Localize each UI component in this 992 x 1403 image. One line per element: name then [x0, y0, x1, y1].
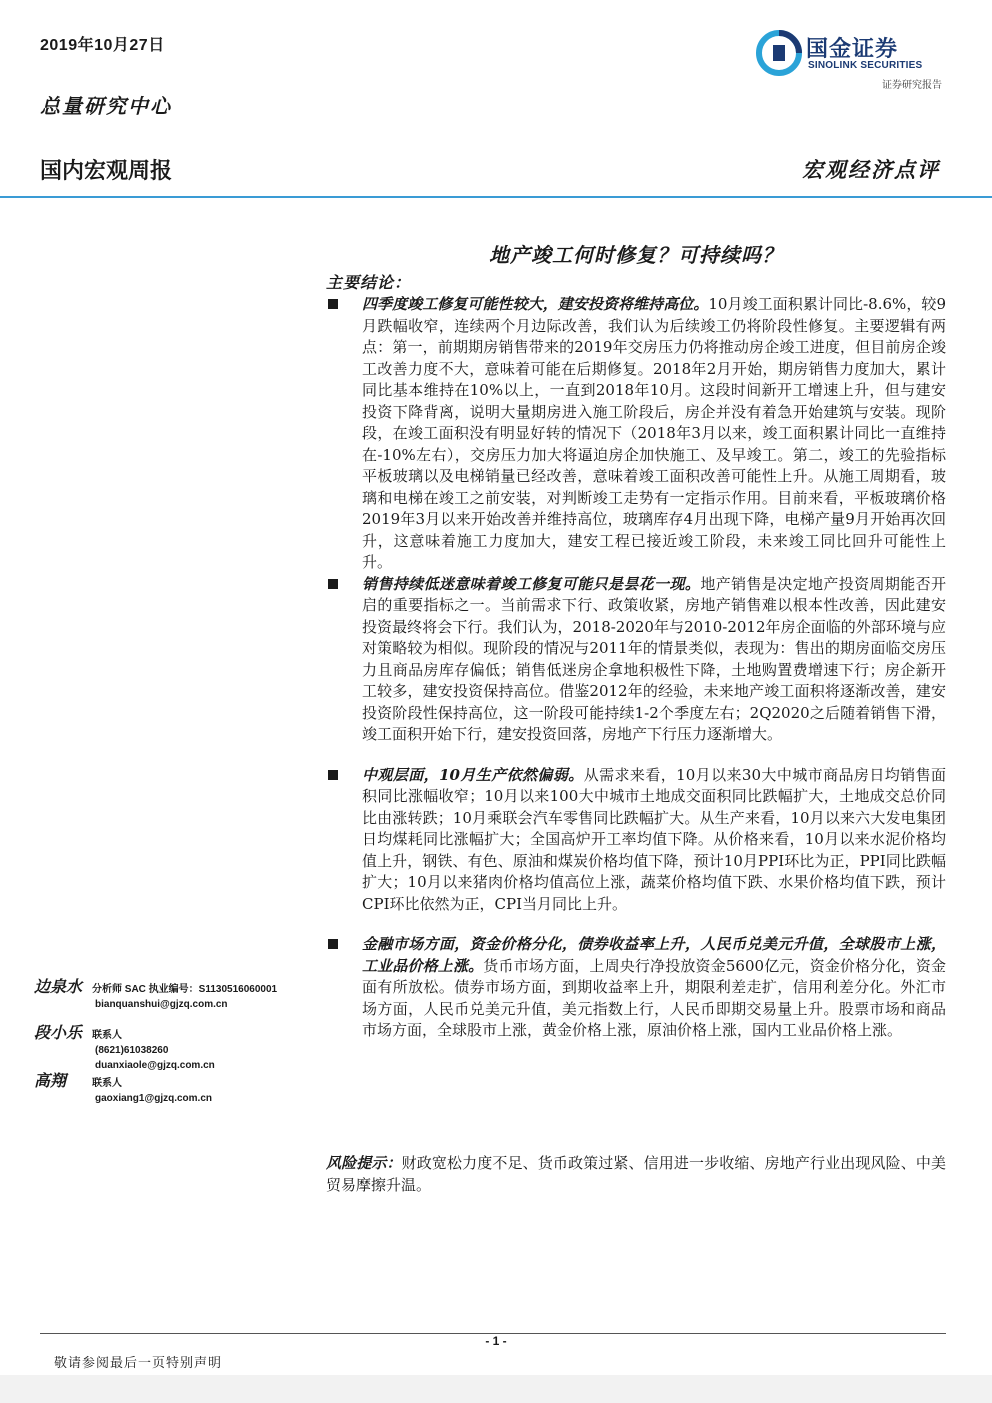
conclusions-list	[326, 294, 946, 1042]
bottom-band	[0, 1375, 992, 1403]
author-name: 高翔	[34, 1071, 67, 1090]
conclusion-body: 从需求来看，10月以来30大中城市商品房日均销售面积同比涨幅收窄；10月以来100大中城市土地成交面积同比跌幅扩大，土地成交总价同比由涨转跌；10月乘联会汽车零售同比跌幅扩大。从生产来看，10月以来六大发电集团日均煤耗同比涨幅扩大；全国高炉开工率均值下降。从价格来看，10月以来水泥价格均值上升，钢铁、有色、原油和煤炭价格均值下降，预计10月PPI环比为正，PPI同比跌幅扩大；10月以来猪肉价格均值高位上涨，蔬菜价格均值下跌、水果价格均值下跌，预计CPI环比依然为正，CPI当月同比上升。	[362, 765, 946, 913]
author-card	[34, 1068, 212, 1106]
logo-name-en: SINOLINK SECURITIES	[808, 60, 923, 71]
conclusion-item	[326, 574, 946, 746]
author-role: 分析师 SAC 执业编号：S1130516060001	[92, 984, 278, 995]
author-role: 联系人	[92, 1078, 122, 1089]
conclusion-item	[326, 765, 946, 916]
author-email[interactable]: bianquanshui@gjzq.com.cn	[95, 999, 228, 1010]
conclusion-item	[326, 934, 946, 1042]
page-number: - 1 -	[485, 1334, 507, 1348]
logo-subtitle: 证券研究报告	[882, 80, 942, 91]
research-center: 总量研究中心	[40, 94, 172, 118]
square-bullet-icon	[328, 299, 338, 309]
conclusion-headline: 销售持续低迷意味着竣工修复可能只是昙花一现。	[362, 574, 701, 593]
disclaimer-note: 敬请参阅最后一页特别声明	[54, 1356, 223, 1371]
conclusion-headline: 金融市场方面，资金价格分化，债券收益率上升，人民币兑美元升值，全球股市上涨，工业品价格上涨。	[362, 935, 946, 975]
author-card	[34, 1020, 215, 1073]
author-email[interactable]: gaoxiang1@gjzq.com.cn	[95, 1093, 212, 1104]
author-email[interactable]: duanxiaole@gjzq.com.cn	[95, 1060, 215, 1071]
conclusion-body: 10月竣工面积累计同比-8.6%，较9月跌幅收窄，连续两个月边际改善，我们认为后续竣工仍将阶段性修复。主要逻辑有两点：第一，前期期房销售带来的2019年交房压力仍将推动房企竣工进度，但目前房企竣工改善力度不大，意味着可能在后期修复。2018年2月开始，期房销售力度加大，累计同比基本维持在10%以上，一直到2018年10月。这段时间新开工增速上升，但与建安投资下降背离，说明大量期房进入施工阶段后，房企并没有着急开始建筑与安装。现阶段，在竣工面积没有明显好转的情况下（2018年3月以来，竣工面积累计同比一直维持在-10%左右），交房压力加大将逼迫房企加快施工、及早竣工。第二，竣工的先验指标平板玻璃以及电梯销量已经改善，意味着竣工面积改善可能性上升。从施工周期看，玻璃和电梯在竣工之前安装，对判断竣工走势有一定指示作用。目前来看，平板玻璃价格2019年3月以来开始改善并维持高位，玻璃库存4月出现下降，电梯产量9月开始再次回升，这意味着施工力度加大，建安工程已接近竣工阶段，未来竣工同比回升可能性上升。	[362, 295, 946, 571]
square-bullet-icon	[328, 939, 338, 949]
risk-label: 风险提示：	[326, 1154, 402, 1172]
report-type: 国内宏观周报	[40, 159, 173, 184]
conclusions-label: 主要结论：	[326, 273, 412, 292]
header-divider	[0, 196, 992, 198]
report-date: 2019年10月27日	[40, 37, 165, 54]
report-category: 宏观经济点评	[802, 157, 940, 182]
article-title: 地产竣工何时修复？可持续吗？	[489, 243, 783, 267]
conclusion-item	[326, 294, 946, 574]
conclusion-headline: 中观层面，10月生产依然偏弱。	[362, 765, 584, 784]
author-name: 边泉水	[34, 977, 83, 996]
conclusion-headline: 四季度竣工修复可能性较大，建安投资将维持高位。	[362, 295, 709, 313]
author-role: 联系人	[92, 1030, 122, 1041]
logo-name-cn: 国金证券	[806, 37, 899, 62]
author-card	[34, 974, 277, 1012]
author-phone: (8621)61038260	[95, 1045, 169, 1056]
sinolink-logo-icon	[756, 30, 802, 76]
risk-warning	[326, 1152, 946, 1196]
square-bullet-icon	[328, 579, 338, 589]
company-logo	[756, 30, 946, 92]
risk-text: 财政宽松力度不足、货币政策过紧、信用进一步收缩、房地产行业出现风险、中美贸易摩擦升温。	[326, 1154, 946, 1194]
author-name: 段小乐	[34, 1023, 83, 1042]
square-bullet-icon	[328, 770, 338, 780]
conclusion-body: 地产销售是决定地产投资周期能否开启的重要指标之一。当前需求下行、政策收紧，房地产销售难以根本性改善，因此建安投资最终将会下行。我们认为，2018-2020年与2010-2012年房企面临的外部环境与应对策略较为相似。现阶段的情况与2011年的情景类似，表现为：售出的期房面临交房压力且商品房库存偏低；销售低迷房企拿地积极性下降，土地购置费增速下行；房企新开工较多，建安投资保持高位。借鉴2012年的经验，未来地产竣工面积将逐渐改善，建安投资阶段性保持高位，这一阶段可能持续1-2个季度左右；2Q2020之后随着销售下滑，竣工面积开始下行，建安投资回落，房地产下行压力逐渐增大。	[362, 574, 946, 743]
conclusion-body: 货币市场方面，上周央行净投放资金5600亿元，资金价格分化，资金面有所放松。债券市场方面，到期收益率上升，期限利差走扩，信用利差分化。外汇市场方面，人民币兑美元升值，美元指数上行，人民币即期交易量上升。股票市场和商品市场方面，全球股市上涨，黄金价格上涨，原油价格上涨，国内工业品价格上涨。	[362, 956, 946, 1039]
